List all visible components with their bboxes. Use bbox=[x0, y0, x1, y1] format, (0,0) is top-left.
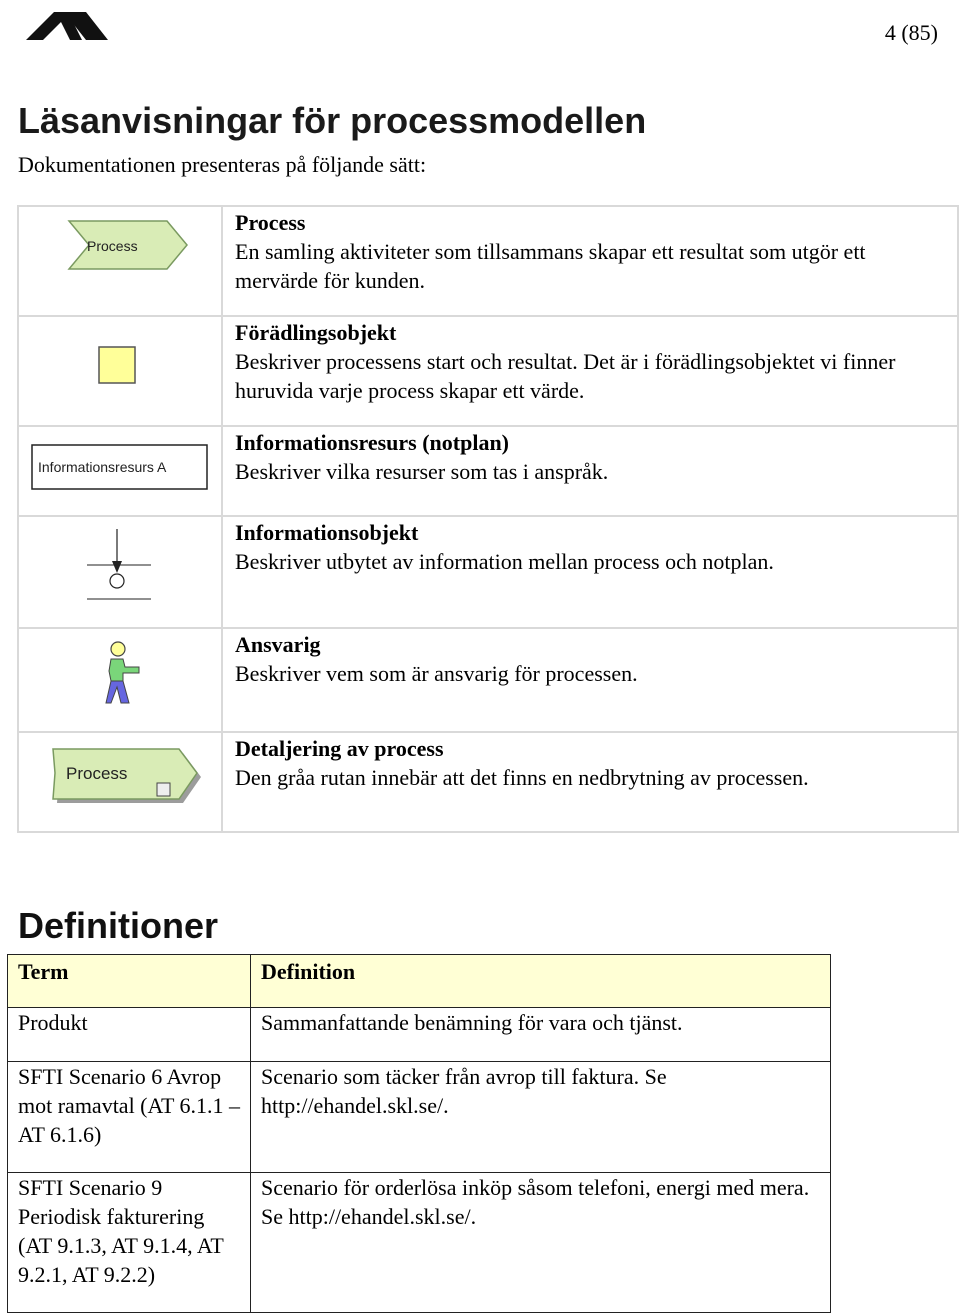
legend-symbol-cell bbox=[18, 316, 222, 426]
column-header-definition: Definition bbox=[251, 955, 831, 1008]
definitions-table bbox=[7, 954, 831, 1313]
legend-description-cell bbox=[222, 516, 958, 628]
definition-term: SFTI Scenario 9 Periodisk fakturering (AT 9.1.3, AT 9.1.4, AT 9.2.1, AT 9.2.2) bbox=[8, 1173, 251, 1313]
definition-term: Produkt bbox=[8, 1008, 251, 1062]
detailed-process-label: Process bbox=[66, 764, 128, 783]
page-title: Läsanvisningar för processmodellen bbox=[18, 100, 647, 141]
intro-text: Dokumentationen presenteras på följande sätt: bbox=[18, 152, 427, 177]
process-arrow-icon bbox=[19, 207, 221, 315]
refinement-object-icon bbox=[19, 317, 221, 425]
legend-description-cell bbox=[222, 426, 958, 516]
legend-row bbox=[18, 206, 958, 316]
table-row bbox=[8, 1173, 831, 1313]
definition-text: Sammanfattande benämning för vara och tjänst. bbox=[251, 1008, 831, 1062]
definitions-title: Definitioner bbox=[18, 905, 219, 946]
legend-term: Informationsresurs (notplan) bbox=[235, 430, 510, 455]
detailed-process-icon bbox=[19, 733, 221, 831]
definition-term: SFTI Scenario 6 Avrop mot ramavtal (AT 6.1.1 – AT 6.1.6) bbox=[8, 1062, 251, 1173]
legend-description-cell bbox=[222, 732, 958, 832]
legend-description-cell bbox=[222, 206, 958, 316]
legend-table bbox=[17, 205, 959, 833]
definition-text: Scenario för orderlösa inköp såsom telefoni, energi med mera. Se http://ehandel.skl.se/. bbox=[251, 1173, 831, 1313]
legend-row bbox=[18, 732, 958, 832]
table-row bbox=[8, 1008, 831, 1062]
process-symbol-label: Process bbox=[87, 238, 138, 254]
legend-description: Beskriver vem som är ansvarig för processen. bbox=[235, 661, 638, 686]
legend-row bbox=[18, 516, 958, 628]
legend-term: Informationsobjekt bbox=[235, 520, 419, 545]
page-number: 4 (85) bbox=[884, 20, 938, 45]
information-resource-label: Informationsresurs A bbox=[38, 459, 167, 475]
table-row bbox=[8, 1062, 831, 1173]
legend-description-cell bbox=[222, 628, 958, 732]
organization-logo-icon bbox=[24, 8, 110, 42]
legend-row bbox=[18, 426, 958, 516]
responsible-person-icon bbox=[19, 629, 221, 731]
legend-description-cell bbox=[222, 316, 958, 426]
legend-symbol-cell bbox=[18, 206, 222, 316]
legend-row bbox=[18, 628, 958, 732]
legend-term: Process bbox=[235, 210, 306, 235]
information-resource-box-icon bbox=[19, 427, 221, 515]
legend-symbol-cell bbox=[18, 426, 222, 516]
legend-description: Beskriver vilka resurser som tas i anspråk. bbox=[235, 459, 609, 484]
legend-row bbox=[18, 316, 958, 426]
legend-symbol-cell bbox=[18, 732, 222, 832]
legend-term: Ansvarig bbox=[235, 632, 321, 657]
legend-symbol-cell bbox=[18, 516, 222, 628]
column-header-term: Term bbox=[8, 955, 251, 1008]
legend-description: Beskriver processens start och resultat. Det är i förädlingsobjektet vi finner huruvida varje process skapar ett värde. bbox=[235, 349, 896, 403]
information-object-icon bbox=[19, 517, 221, 627]
legend-term: Detaljering av process bbox=[235, 736, 444, 761]
definition-text: Scenario som täcker från avrop till faktura. Se http://ehandel.skl.se/. bbox=[251, 1062, 831, 1173]
legend-description: Beskriver utbytet av information mellan process och notplan. bbox=[235, 549, 774, 574]
legend-symbol-cell bbox=[18, 628, 222, 732]
legend-term: Förädlingsobjekt bbox=[235, 320, 397, 345]
definitions-header-row bbox=[8, 955, 831, 1008]
legend-description: En samling aktiviteter som tillsammans skapar ett resultat som utgör ett mervärde för kunden. bbox=[235, 239, 866, 293]
legend-description: Den gråa rutan innebär att det finns en nedbrytning av processen. bbox=[235, 765, 809, 790]
